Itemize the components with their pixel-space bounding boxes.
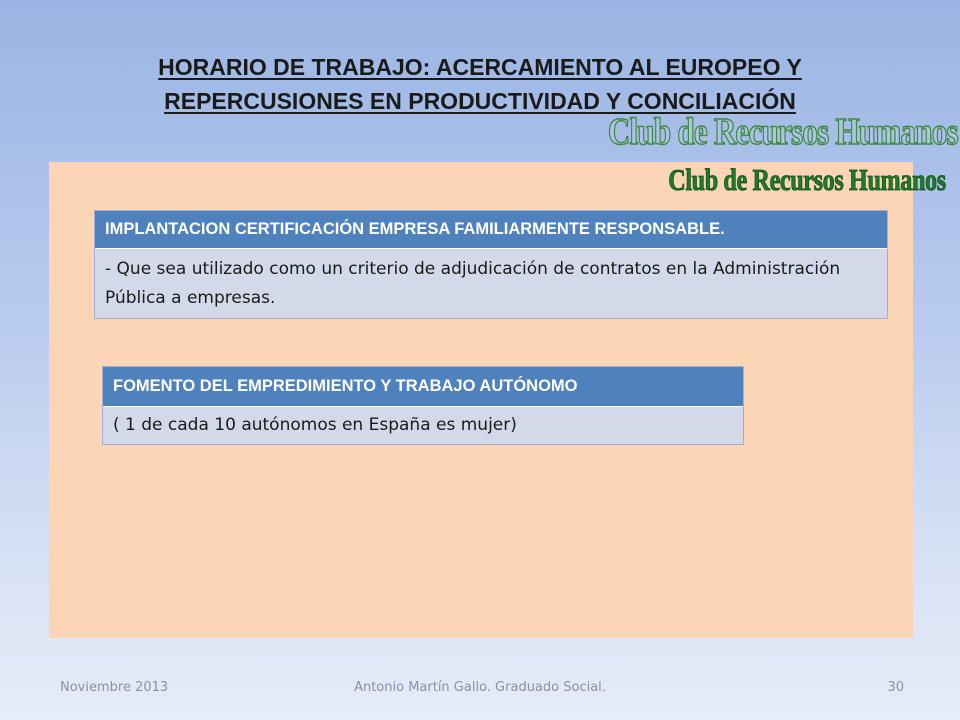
club-logo-outline: Club de Recursos Humanos [608,111,958,153]
entrepreneurship-box-header: FOMENTO DEL EMPREDIMIENTO Y TRABAJO AUTÓNOMO [103,367,743,407]
footer-date: Noviembre 2013 [60,680,169,695]
footer-author: Antonio Martín Gallo. Graduado Social. [354,680,606,695]
entrepreneurship-box [102,366,744,445]
slide-title [60,50,900,118]
club-logo: Club de Recursos Humanos [668,162,946,197]
certification-box-header: IMPLANTACION CERTIFICACIÓN EMPRESA FAMILIARMENTE RESPONSABLE. [95,211,887,249]
certification-box-body: - Que sea utilizado como un criterio de adjudicación de contratos en la Administración Pública a empresas. [105,259,841,308]
footer-page-number: 30 [887,680,904,695]
entrepreneurship-box-body: ( 1 de cada 10 autónomos en España es mujer) [113,415,517,435]
slide-title-line-2: REPERCUSIONES EN PRODUCTIVIDAD Y CONCILIACIÓN [164,88,796,114]
certification-box [94,210,888,319]
slide-title-line-1: HORARIO DE TRABAJO: ACERCAMIENTO AL EUROPEO Y [158,54,802,80]
